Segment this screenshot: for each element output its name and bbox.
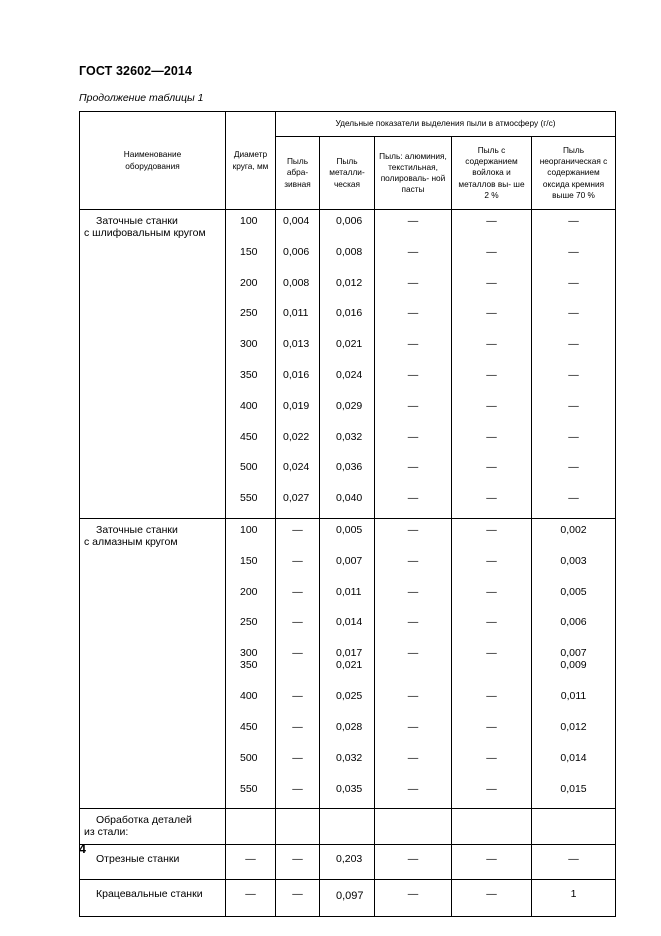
- table-row: 500 0,024 0,036 — — —: [80, 456, 616, 487]
- table-row: 350 0,016 0,024 — — —: [80, 364, 616, 395]
- table-row: 200 0,008 0,012 — — —: [80, 272, 616, 303]
- page-number: 4: [79, 842, 86, 856]
- header-abrasive: Пыль абра- зивная: [276, 137, 320, 210]
- table-row: 200 — 0,011 — — 0,005: [80, 581, 616, 612]
- table-row: Заточные станки с алмазным кругом 100 — 0,005 — — 0,002: [80, 518, 616, 549]
- table-row: 550 0,027 0,040 — — —: [80, 487, 616, 518]
- table-row: 300 350 — 0,017 0,021 — — 0,007 0,009: [80, 642, 616, 685]
- table-row: 150 0,006 0,008 — — —: [80, 241, 616, 272]
- document-title: ГОСТ 32602—2014: [79, 64, 193, 78]
- table-caption: Продолжение таблицы 1: [79, 92, 204, 104]
- header-silica: Пыль неорганическая с содержанием оксида кремния выше 70 %: [532, 137, 616, 210]
- header-aluminium: Пыль: алюминия, текстильная, полироваль- ной пасты: [375, 137, 452, 210]
- table-row: 500 — 0,032 — — 0,014: [80, 747, 616, 778]
- table-row: Крацевальные станки — — 0,097 — — 1: [80, 880, 616, 917]
- table-row: 150 — 0,007 — — 0,003: [80, 550, 616, 581]
- table-row: 400 0,019 0,029 — — —: [80, 395, 616, 426]
- table-row: Отрезные станки — — 0,203 — — —: [80, 845, 616, 880]
- group3-name: Обработка деталей из стали:: [80, 809, 226, 845]
- header-metal: Пыль металли- ческая: [320, 137, 375, 210]
- table-row: Заточные станки с шлифовальным кругом 100 0,004 0,006 — — —: [80, 210, 616, 241]
- table-row: 450 — 0,028 — — 0,012: [80, 716, 616, 747]
- header-diameter: Диаметр круга, мм: [226, 112, 276, 210]
- table-row: 400 — 0,025 — — 0,011: [80, 685, 616, 716]
- table-row: 250 0,011 0,016 — — —: [80, 302, 616, 333]
- table-row: 450 0,022 0,032 — — —: [80, 426, 616, 457]
- table-row: 250 — 0,014 — — 0,006: [80, 611, 616, 642]
- table-row: [80, 809, 616, 845]
- header-emission-group: Удельные показатели выделения пыли в атмосферу (г/с): [276, 112, 616, 137]
- table-row: 300 0,013 0,021 — — —: [80, 333, 616, 364]
- header-equipment: Наименование оборудования: [80, 112, 226, 210]
- dust-emission-table: [79, 111, 616, 917]
- group2-name: Заточные станки с алмазным кругом: [80, 518, 226, 808]
- table-row: 550 — 0,035 — — 0,015: [80, 778, 616, 809]
- group1-name: Заточные станки с шлифовальным кругом: [80, 210, 226, 519]
- header-felt: Пыль с содержанием войлока и металлов вы- ше 2 %: [452, 137, 532, 210]
